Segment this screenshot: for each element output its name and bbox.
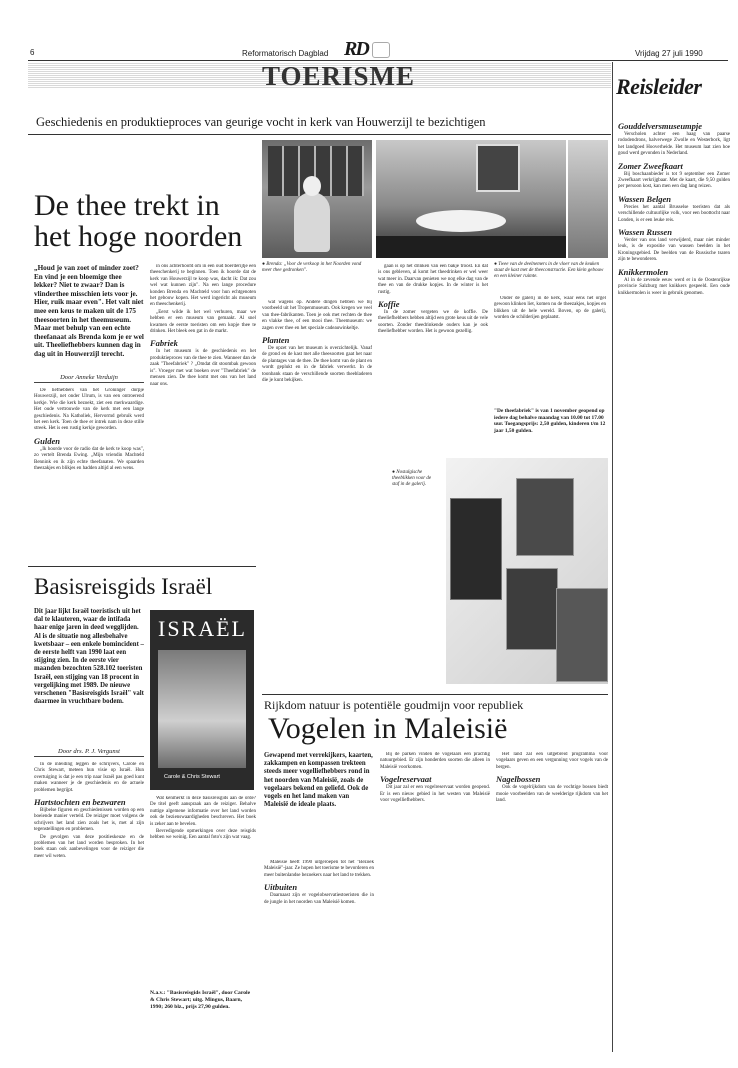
photo-tins xyxy=(446,458,608,684)
side-s1-title: Gouddelversmuseumpje xyxy=(618,121,703,131)
maleisie-headline: Vogelen in Maleisië xyxy=(268,712,508,745)
thee-col2-text2: „Eerst wilde ik het wel verhuren, maar we hebben er een museum van gemaakt. Al snel kwamen de eerste toeristen om een kopje thee te drinken. Het bleek een gat in de markt. xyxy=(150,309,256,335)
kicker-rule xyxy=(28,134,611,135)
maleisie-col2-text: Bij de parken vinden de vogelaars een prachtig natuurgebied. Er zijn honderden soorten die alleen in Maleisië voorkomen. xyxy=(380,752,490,770)
side-s2-title: Zomer Zweefkaart xyxy=(618,160,683,171)
thee-col4-text: gaan is op het drinken van een bakje troost. En dat is ons gebleven, al komt het theedrinken er wel weer wat meer in. Daarvan genieten we nog elke dag van de thee en van de drukke kopjes. In de winter is het rustig. xyxy=(378,264,488,295)
israel-col1-text2: Bijbelse figuren en geschiedenissen worden op een boeiende manier verteld. De reiziger moet volgens de schrijvers het land zien zoals het is, met al zijn tegenstellingen en problemen. xyxy=(34,808,144,833)
thee-col2-text: in ons achterhoofd om in een oud boerderijtje een theeschenkerij te beginnen. Toen ik hoorde dat de kerk van Houwerzijl te koop was, dacht ik: Dat zou wel wat kunnen zijn". Na een lange procedure konden Brenda en Machteld voor hun echtgenoten het gebouw kopen. Het werd ingericht als museum en theeschenkerij. xyxy=(150,264,256,308)
israel-headline: Basisreisgids Israël xyxy=(34,574,213,599)
thee-col3 xyxy=(262,300,372,690)
israel-col2 xyxy=(150,796,256,976)
maleisie-col2-subhead: Vogelreservaat xyxy=(380,774,432,785)
thee-byline-text: Door Anneke Verduijn xyxy=(34,374,144,383)
thee-col2-text3: In het museum is de geschiedenis en het produktieproces van de thee te zien. Wanneer dan de zaak "Theefabriek" ? „Omdat dit stoombak gewoon is". Vroeger met wat boeken over "Theefabriek" de mensen zien. De thee komt met ons van het land naar ons. xyxy=(150,349,256,387)
maleisie-col3-text2: Ook de vogelrijkdom van de vochtige bossen biedt mooie voorbeelden van de weelderige rijkdom van het land. xyxy=(496,785,608,804)
caption-brenda xyxy=(262,262,372,274)
photo-tins-tin1 xyxy=(450,498,502,600)
caption-brenda-text: Brenda: „Voor de verkoop in het Noorden vond meer thee gedronken". xyxy=(262,262,362,274)
maleisie-col3 xyxy=(496,752,608,1050)
photo-tins-tin4 xyxy=(556,588,608,682)
caption-tins xyxy=(392,470,436,489)
photo-tins-tin3 xyxy=(506,568,558,650)
israel-book-image xyxy=(158,650,246,768)
maleisie-intro: Gewapend met verrekijkers, kaarten, zakkampen en kompassen trekteen steeds meer vogelliefhebbers rond in het noorden van Maleisië, zoals de vogelaars bekend en geliefd. Ook de vogels en het land maken van Maleisië de ideale plaats. xyxy=(264,752,373,809)
caption-interior-dot: ● xyxy=(494,262,499,267)
caption-interior xyxy=(494,262,606,281)
side-s1-text: Verscholen achter een haag van paarse rododendrons, halverwege Zwolle en Westerbork, ligt het landgoed Hooverheide. Het museum laat zien hoe goud werd gevonden in Nederland. xyxy=(618,132,730,157)
side-s3-title: Wassen Belgen xyxy=(618,193,671,204)
israel-col1 xyxy=(34,762,144,1052)
thee-col1-text: De liefhebbers van het Groninger dorpje Houwerzijl, net onder Ulrum, is van een ontroerend kerkje. Wie die kerk bezoekt, ziet een merkwaardige. Het oude vertrouwde van de kerk met een lange geschiedenis. Na Katholiek, Hervormd gebruik werd het een kerk. Toen de thee er intrek nam in deze stille streek. Het is een rustig kerkje geworden. xyxy=(34,388,144,432)
photo-interior xyxy=(376,140,566,258)
photo-interior-table xyxy=(416,210,506,232)
photo-interior-floor xyxy=(376,236,566,258)
section-title: TOERISME xyxy=(262,61,416,91)
rd-plus-mark xyxy=(372,42,390,58)
side-s5-title: Knikkermolen xyxy=(618,266,669,277)
israel-col2-text2: Bevredigende opmerkingen over deze reisgids hebben we weinig. Een aantal foto's zijn wat vaag. xyxy=(150,829,256,841)
rd-logo-text: RD xyxy=(344,38,368,60)
thee-col5-text: Onder de galerij in de kerk, waar eens het orgel gewoon klinken liet, komen nu de theezakjes, kopjes en blikken uit de hele wereld. Boven, op de galerij, worden de schilderijen geplaatst. xyxy=(494,296,606,321)
maleisie-col1-text: Maleisië heeft 1990 uitgeroepen tot het "Bezoek Maleisië"-jaar. Ze hopen het toerisme te bevorderen en meer buitenlandse bezoekers naar het land te trekken. xyxy=(264,860,374,878)
thee-col2 xyxy=(150,264,256,558)
page-number: 6 xyxy=(30,48,35,57)
thee-col1-text2: „Ik hoorde voor de radio dat de kerk te koop was", zo vertelt Brenda Ewing. „Mijn vriendin Machteld Bennink en ik zijn echte theefanaten. We spaarden theezakjes en blikjes en hadden altijd al een wens. xyxy=(34,446,144,472)
thee-col4-subhead: Koffie xyxy=(378,299,400,310)
side-section-title: Reisleider xyxy=(616,74,702,99)
side-column xyxy=(618,118,730,1052)
thee-col3-subhead: Planten xyxy=(262,335,290,346)
thee-headline xyxy=(34,190,254,252)
israel-col1-text: In de inleiding leggen de schrijvers, Carole en Chris Stewart, meteen hun visie op Israël. Hun overtuiging is dat je een trip naar Israël pas goed kunt maken wanneer je de geschiedenis en de actuele problemen begrijpt. xyxy=(34,762,144,793)
photo-interior-side xyxy=(568,140,608,258)
caption-tins-text: Nostalgische theeblikken voor de staf in de galerij. xyxy=(392,470,432,488)
maleisie-col1 xyxy=(264,860,374,1050)
israel-book-cover xyxy=(150,610,254,790)
israel-col2-text: Wat kenmerkt in deze basisreisgids aan de orde? De titel geeft aanspraak aan de reiziger. Behalve nuttige algemene informatie over het land worden ook de bezienswaardigheden beschreven. Het boek is zeker aan te bevelen. xyxy=(150,796,256,827)
caption-tins-dot: ● xyxy=(392,470,397,475)
side-column-rule xyxy=(612,62,613,1052)
maleisie-col1-text2: Daarnaast zijn er vogelobservatiestoeristen die in de jungle in het noorden van Maleisië komen. xyxy=(264,893,374,905)
newspaper-name: Reformatorisch Dagblad xyxy=(242,49,329,58)
thee-col5 xyxy=(494,296,606,416)
thee-byline xyxy=(34,372,144,386)
israel-byline-text: Door drs. P. J. Vergunst xyxy=(34,748,144,757)
photo-brenda-figure xyxy=(294,192,330,252)
rd-logo xyxy=(344,38,380,60)
israel-intro: Dit jaar lijkt Israël toeristisch uit het dal te klauteren, waar de intifada haar enige jaren in deed wegglijden. Al is de situatie nog allesbehalve kwetsbaar – een enkele bomincident – de eerste helft van 1990 laat een stijging zien. In de eerste vier maanden bezochten 528.102 toeristen Israël, een stijging van 18 procent in vergelijking met 1989. De nieuwe verschenen "Basisreisgids Israël" valt daarmee in vruchtbare bodem. xyxy=(34,608,144,706)
israel-book-authors: Carole & Chris Stewart xyxy=(164,774,220,780)
photo-brenda-head xyxy=(303,176,321,196)
thee-info-text: "De theefabriek" is van 1 november geopend op iedere dag behalve maandag van 10.00 tot 17.00 uur. Toegangsprijs: 2,50 gulden, kinderen t/m 12 jaar 1,50 gulden. xyxy=(494,408,606,434)
thee-headline-line2: het hoge noorden xyxy=(34,220,243,253)
side-s4-title: Wassen Russen xyxy=(618,227,672,238)
thee-col3-text: wat wagens op. Andere dingen hebben we bij voorbeeld uit het Tropenmuseum. Ook kregen we veel van thee-fabrikanten. Toen je ook met rechten de thee en vlakke thee, of een mooi thee. Theemuseum: we zagen over thee en het speciale cadeauwinkeltje. xyxy=(262,300,372,331)
thee-info-box xyxy=(494,408,606,434)
israel-subhead: Hartstochten en bezwaren xyxy=(34,797,126,808)
page-date: Vrijdag 27 juli 1990 xyxy=(635,49,703,58)
thee-headline-line1: De thee trekt in xyxy=(34,189,220,222)
thee-col1-subhead: Gulden xyxy=(34,435,60,446)
thee-kicker: Geschiedenis en produktieproces van geurige vocht in kerk van Houwerzijl te bezichtigen xyxy=(36,115,486,129)
photo-tins-tin2 xyxy=(516,478,574,556)
caption-interior-text: Twee van de deelnemers in de vloer van de keuken staat de kast met de theeconstructie. Een klein gebouw en een kleiner ruimte. xyxy=(494,262,604,280)
caption-brenda-dot: ● xyxy=(262,262,267,267)
maleisie-kicker: Rijkdom natuur is potentiële goudmijn voor republiek xyxy=(264,698,524,712)
thee-col4 xyxy=(378,264,488,464)
photo-interior-window xyxy=(476,144,520,192)
side-s5-text: Al in de zevende eeuw werd er in de Oostenrijkse provincie Salzburg met knikkers gespeeld. Een oude knikkermolen is weer in gebruik genomen. xyxy=(618,277,730,296)
maleisie-col2-text2: Dit jaar zal er een vogelreservaat worden geopend. Er is een nieuw gebied in het westen van Maleisië voor vogelliefhebbers. xyxy=(380,785,490,804)
israel-book-title: ISRAËL xyxy=(158,616,247,641)
photo-brenda xyxy=(262,140,372,258)
side-s4-text: Verder van ons land verwijderd, maar niet minder leuk, is de expositie van wassen beelden in het Kroningsgebied. De beelden van de Russische tsaren zijn te bewonderen. xyxy=(618,238,730,263)
maleisie-rule-top xyxy=(262,694,608,695)
israel-col1-text3: De gevolgen van deze positieskeuze en de problemen van het land worden besproken. In het boek staan ook aanbevelingen voor de reiziger die meer wil weten. xyxy=(34,834,144,859)
side-s2-text: Bij boschaanbieder is tot 9 september een Zomer Zweefkaart verkrijgbaar. Met de kaart, die 9,50 gulden per persoon kost, kan men een dag lang reizen. xyxy=(618,171,730,190)
maleisie-col2 xyxy=(380,752,490,1050)
thee-col3-text2: De opzet van het museum is overzichtelijk. Vanaf de grond en de kast met alle theesoorten gaat het naar de plantages van de thee. De thee komt van de plant en wordt geplukt en in de fabriek verwerkt. In de toonbank staan de verschillende soorten theebladeren die je kunt bekijken. xyxy=(262,346,372,384)
israel-rule-top xyxy=(28,566,256,567)
side-s3-text: Precies het aantal Brusselse toeristen dat als verschillende cultuurlijke volk, voor een boottocht naar Londen, is er een leuke reis. xyxy=(618,204,730,223)
thee-col2-subhead: Fabriek xyxy=(150,338,178,349)
israel-byline xyxy=(34,746,144,760)
thee-col4-text2: In de zomer vergeten we de koffie. De theeliefhebbers hebben altijd een grote keus uit de vele soorten. Zonder theedrinkende ouders kan je ook theeliefhebber worden. Het is gewoon gezellig. xyxy=(378,310,488,335)
maleisie-col3-subhead: Nagelbossen xyxy=(496,774,541,785)
israel-colophon: N.a.v.: "Basisreisgids Israël", door Carole & Chris Stewart; uitg. Mingus, Baarn, 1990; 260 blz., prijs 27,90 gulden. xyxy=(150,990,251,1010)
maleisie-col3-text: Het land zal een uitgebreid programma voor vogelaars geven en een vergunning voor vogels van de bergen. xyxy=(496,752,608,770)
maleisie-subhead: Uitbuiten xyxy=(264,882,298,893)
thee-col1 xyxy=(34,388,144,558)
thee-intro: „Houd je van zoet of minder zoet? En vind je een bloemige thee lekker? Niet te zwaar? Dan is vlinderthee misschien iets voor je. Hier, ruik maar even". Het valt niet mee een keus te maken uit de 175 theesoorten in het theemuseum. Maar met behulp van een echte theefanaat als Brenda kom je er wel uit. Theeliefhebbers kunnen dag in dag uit in Houwerzijl terecht. xyxy=(34,264,144,358)
